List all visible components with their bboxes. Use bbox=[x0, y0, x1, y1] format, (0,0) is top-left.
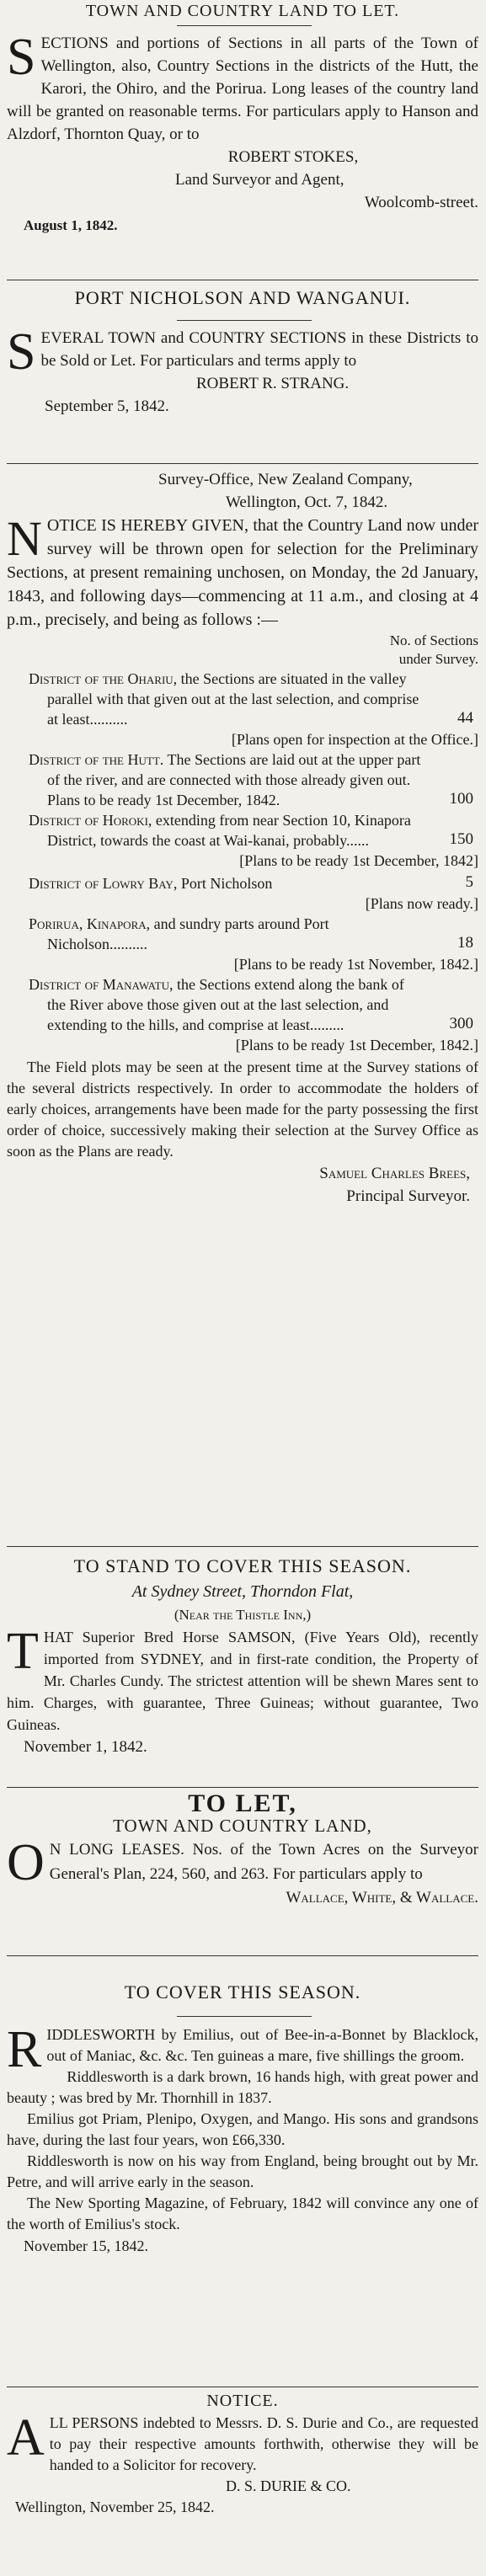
district-text: the Sections extend along the bank of the River above those given out at the last selection, and extending to the hills, and comprise at least......... bbox=[47, 976, 404, 1033]
ad2-date: September 5, 1842. bbox=[45, 397, 169, 415]
district-row bbox=[7, 974, 478, 1035]
ad3-col-header-2: under Survey. bbox=[398, 651, 478, 667]
ad4-dropcap: T bbox=[7, 1623, 39, 1680]
ad6-body-3: Emilius got Priam, Plenipo, Oxygen, and Mango. His sons and grandsons have, during the last four years, won £66,330. bbox=[7, 2110, 478, 2148]
district-note: [Plans now ready.] bbox=[365, 895, 478, 912]
ad1-date: August 1, 1842. bbox=[24, 217, 118, 233]
ad3-footer: The Field plots may be seen at the present time at the Survey stations of the several districts respectively. In order to accommodate the holders of early choices, arrangements have been made for the party possessing the first order of choice, successively making their selection at the Survey Office as soon as the Plans are ready. bbox=[7, 1059, 478, 1160]
district-note-row bbox=[7, 954, 478, 974]
district-desc bbox=[7, 974, 423, 1035]
ad6-body-block bbox=[7, 2021, 478, 2258]
ad1-name: ROBERT STOKES, bbox=[227, 148, 359, 166]
ad-durie-notice bbox=[7, 2390, 478, 2518]
ad4-title: TO STAND TO COVER THIS SEASON. bbox=[73, 1555, 412, 1576]
district-name: District of the Hutt. bbox=[29, 751, 164, 768]
ad6-dropcap: R bbox=[7, 2021, 42, 2078]
ad5-title: TO LET, bbox=[188, 1789, 297, 1817]
district-row bbox=[7, 749, 478, 810]
district-note-row bbox=[7, 1035, 478, 1055]
ad4-near: (Near the Thistle Inn,) bbox=[174, 1607, 312, 1623]
district-name: District of Lowry Bay, bbox=[29, 875, 178, 892]
district-count: 100 bbox=[449, 790, 473, 808]
ad7-name: D. S. DURIE & CO. bbox=[226, 2477, 351, 2494]
district-note-row bbox=[7, 851, 478, 871]
ad1-title-rule bbox=[177, 25, 312, 26]
district-row bbox=[7, 871, 478, 893]
ad6-body-4: Riddlesworth is now on his way from England, being brought out by Mr. Petre, and will arrive early in the season. bbox=[7, 2152, 478, 2190]
divider-2 bbox=[7, 463, 478, 464]
ad3-col-header-1: No. of Sections bbox=[389, 632, 478, 648]
ad2-body: EVERAL TOWN and COUNTRY SECTIONS in these Districts to be Sold or Let. For particulars and terms apply to bbox=[40, 329, 478, 370]
ad6-body-1: IDDLESWORTH by Emilius, out of Bee-in-a-Bonnet by Blacklock, out of Maniac, &c. &c. Ten guineas a mare, five shillings the groom. bbox=[46, 2026, 478, 2064]
ad3-body: OTICE IS HEREBY GIVEN, that the Country Land now under survey will be thrown open for selection for the Preliminary Sections, at present remaining unchosen, on Monday, the 2d January, 1843, and following days—commencing at 11 a.m., and closing at 4 p.m., precisely, and being as follows :— bbox=[7, 516, 478, 629]
district-text: Port Nicholson bbox=[180, 875, 273, 892]
ad1-body-block bbox=[7, 29, 478, 237]
ad7-dropcap: A bbox=[7, 2409, 45, 2467]
district-text: The Sections are laid out at the upper part of the river, and are connected with those already given out. Plans to be ready 1st December, 1842. bbox=[47, 751, 421, 808]
ad5-dropcap: O bbox=[7, 1834, 45, 1891]
districts-table bbox=[7, 669, 478, 1055]
ad6-body-5: The New Sporting Magazine, of February, 1842 will convince any one of the worth of Emilius's stock. bbox=[7, 2195, 478, 2232]
ad2-title: PORT NICHOLSON AND WANGANUI. bbox=[74, 287, 411, 308]
district-count: 18 bbox=[457, 934, 473, 952]
ad3-name: Samuel Charles Brees, bbox=[319, 1165, 470, 1182]
district-count: 5 bbox=[465, 873, 473, 891]
ad2-body-block bbox=[7, 323, 478, 418]
ad2-title-rule bbox=[177, 320, 312, 321]
district-note-row bbox=[7, 729, 478, 749]
district-desc bbox=[7, 669, 423, 729]
ad6-title-rule bbox=[177, 2016, 312, 2017]
ad7-title: NOTICE. bbox=[206, 2392, 279, 2410]
ad1-address: Woolcomb-street. bbox=[364, 194, 478, 211]
ad1-body: ECTIONS and portions of Sections in all parts of the Town of Wellington, also, Country Sections in the districts of the Hutt, the Karori, the Ohiro, and the Porirua. Long leases of the country land will be granted on reasonable terms. For particulars apply to Hanson and Alzdorf, Thornton Quay, or to bbox=[7, 35, 478, 143]
district-name: District of the Ohariu, bbox=[29, 670, 178, 687]
ad-town-country-land bbox=[7, 0, 478, 23]
ad4-location: At Sydney Street, Thorndon Flat, bbox=[131, 1582, 354, 1601]
ad5-name: Wallace, White, & Wallace. bbox=[286, 1889, 478, 1907]
district-name: Porirua, Kinapora, bbox=[29, 915, 151, 932]
ad2-dropcap: S bbox=[7, 323, 36, 381]
ad-samson-horse bbox=[7, 1555, 478, 1758]
district-text: and sundry parts around Port Nicholson.......... bbox=[47, 915, 329, 952]
ad7-body: LL PERSONS indebted to Messrs. D. S. Durie and Co., are requested to pay their respective amounts forthwith, otherwise they will be handed to a Solicitor for recovery. bbox=[49, 2414, 478, 2473]
ad7-date: Wellington, November 25, 1842. bbox=[15, 2499, 215, 2515]
ad1-dropcap: S bbox=[7, 29, 36, 86]
ad6-title: TO COVER THIS SEASON. bbox=[124, 1981, 361, 2003]
ad3-role: Principal Surveyor. bbox=[346, 1187, 470, 1205]
district-note: [Plans to be ready 1st December, 1842.] bbox=[235, 1037, 478, 1053]
district-count: 44 bbox=[457, 709, 473, 727]
ad-survey-notice bbox=[7, 468, 478, 1208]
district-desc bbox=[7, 810, 423, 851]
district-note-row bbox=[7, 893, 478, 914]
ad3-dropcap: N bbox=[7, 511, 42, 566]
district-note: [Plans open for inspection at the Office.] bbox=[231, 731, 478, 748]
ad5-body: N LONG LEASES. Nos. of the Town Acres on the Surveyor General's Plan, 224, 560, and 263. For particulars apply to bbox=[49, 1841, 478, 1883]
divider-5 bbox=[7, 1955, 478, 1956]
district-desc bbox=[7, 871, 423, 893]
ad-port-nicholson bbox=[7, 286, 478, 309]
ad1-role: Land Surveyor and Agent, bbox=[175, 171, 344, 189]
ad5-subtitle: TOWN AND COUNTRY LAND, bbox=[113, 1816, 372, 1836]
district-name: District of Horoki, bbox=[29, 812, 152, 829]
ad6-body-2: Riddlesworth is a dark brown, 16 hands high, with great power and beauty ; was bred by Mr. Thornhill in 1837. bbox=[7, 2068, 478, 2106]
district-desc bbox=[7, 749, 423, 810]
ad6-date: November 15, 1842. bbox=[24, 2237, 148, 2254]
divider-3 bbox=[7, 1546, 478, 1547]
district-count: 150 bbox=[449, 830, 473, 848]
ad3-place-date: Wellington, Oct. 7, 1842. bbox=[226, 493, 388, 511]
ad3-office: Survey-Office, New Zealand Company, bbox=[158, 471, 413, 488]
district-name: District of Manawatu, bbox=[29, 976, 174, 993]
district-note: [Plans to be ready 1st November, 1842.] bbox=[233, 956, 478, 973]
district-row bbox=[7, 810, 478, 851]
ad-to-let bbox=[7, 1789, 478, 1909]
ad2-name: ROBERT R. STRANG. bbox=[196, 375, 350, 392]
ad1-title: TOWN AND COUNTRY LAND TO LET. bbox=[85, 2, 400, 20]
district-row bbox=[7, 914, 478, 954]
divider-4 bbox=[7, 1787, 478, 1788]
ad4-date: November 1, 1842. bbox=[24, 1738, 147, 1756]
district-text: extending from near Section 10, Kinapora District, towards the coast at Wai-kanai, probably...... bbox=[47, 812, 411, 849]
district-row bbox=[7, 669, 478, 729]
district-desc bbox=[7, 914, 423, 954]
district-note: [Plans to be ready 1st December, 1842] bbox=[239, 852, 478, 869]
ad-riddlesworth bbox=[7, 1981, 478, 2003]
district-text: the Sections are situated in the valley parallel with that given out at the last selection, and comprise at least.......... bbox=[47, 670, 419, 728]
ad4-body: HAT Superior Bred Horse SAMSON, (Five Years Old), recently imported from SYDNEY, and in first-rate condition, the Property of Mr. Charles Cundy. The strictest attention will be shewn Mares sent to him. Charges, with guarantee, Three Guineas; without guarantee, Two Guineas. bbox=[7, 1629, 478, 1733]
district-count: 300 bbox=[449, 1015, 473, 1032]
